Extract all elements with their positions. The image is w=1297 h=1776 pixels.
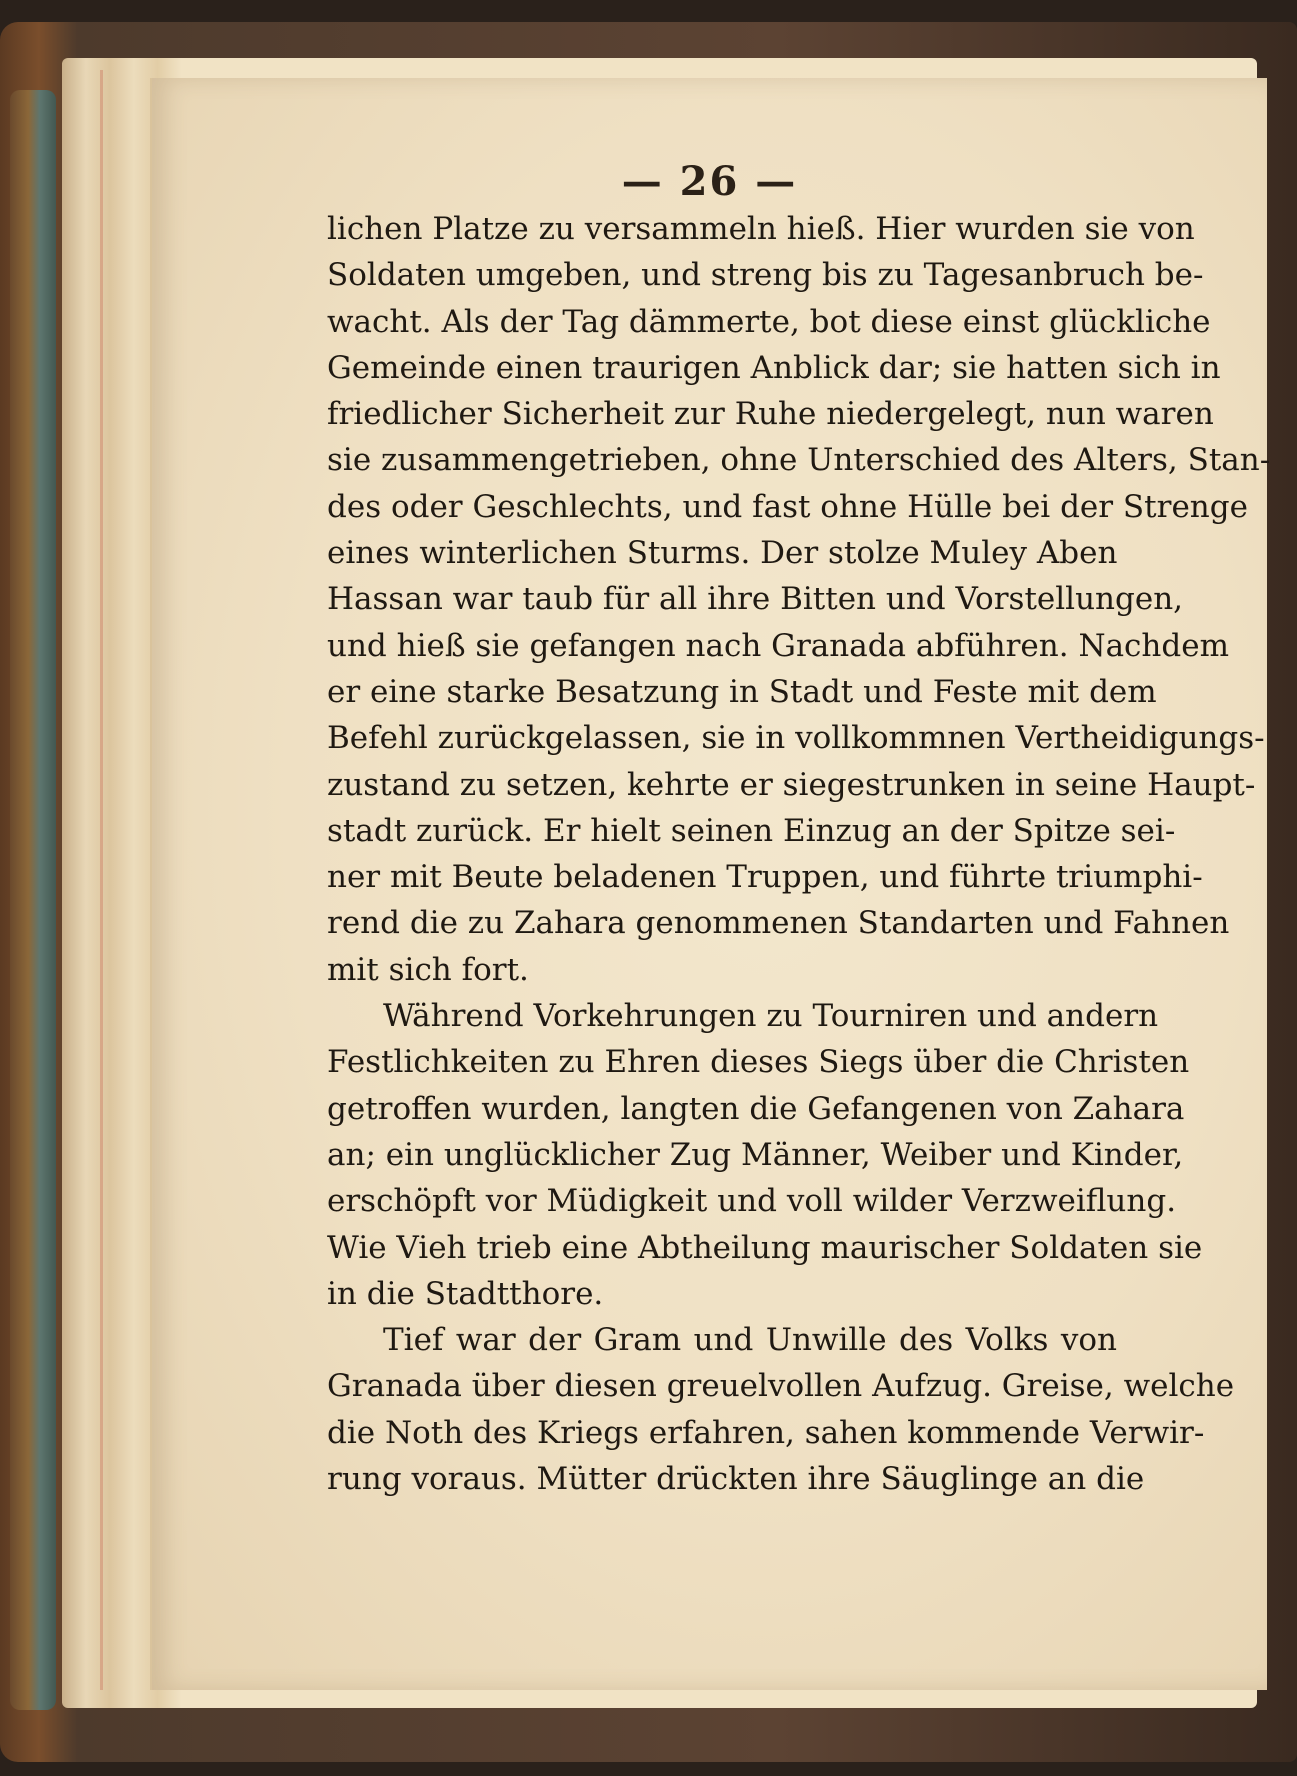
text-line: rend die zu Zahara genommenen Standarten und Fahnen (327, 905, 1230, 942)
text-line: lichen Platze zu versammeln hieß. Hier wurden sie von (327, 211, 1195, 247)
text-line: Wie Vieh trieb eine Abtheilung maurischer Soldaten sie (327, 1229, 1203, 1266)
text-line: in die Stadtthore. (327, 1275, 604, 1312)
text-line: des oder Geschlechts, und fast ohne Hülle bei der Strenge (327, 488, 1248, 525)
text-line: Gemeinde einen traurigen Anblick dar; sie hatten sich in (327, 349, 1221, 386)
text-line: Während Vorkehrungen zu Tourniren und andern (383, 998, 1159, 1035)
text-line: zustand zu setzen, kehrte er siegestrunken in seine Haupt- (327, 766, 1256, 803)
text-line: Soldaten umgeben, und streng bis zu Tagesanbruch be- (327, 257, 1204, 294)
text-line: sie zusammengetrieben, ohne Unterschied des Alters, Stan- (327, 442, 1271, 479)
text-line: an; ein unglücklicher Zug Männer, Weiber und Kinder, (327, 1136, 1184, 1173)
text-line: rung voraus. Mütter drückten ihre Säuglinge an die (327, 1461, 1145, 1498)
text-line: Granada über diesen greuelvollen Aufzug. Greise, welche (327, 1368, 1235, 1405)
text-line: und hieß sie gefangen nach Granada abführen. Nachdem (327, 627, 1229, 664)
book-page (150, 78, 1271, 1690)
text-line: Tief war der Gram und Unwille des Volks von (383, 1322, 1117, 1359)
text-line: ner mit Beute beladenen Truppen, und führte triumphi- (327, 859, 1203, 896)
text-line: wacht. Als der Tag dämmerte, bot diese einst glückliche (327, 303, 1211, 340)
text-line: die Noth des Kriegs erfahren, sahen kommende Verwir- (327, 1414, 1205, 1451)
body-text (327, 206, 1271, 1502)
text-line: Hassan war taub für all ihre Bitten und Vorstellungen, (327, 581, 1184, 618)
cover-spine-edge (10, 90, 56, 1710)
text-line: friedlicher Sicherheit zur Ruhe niedergelegt, nun waren (327, 396, 1214, 433)
text-line: er eine starke Besatzung in Stadt und Feste mit dem (327, 673, 1157, 710)
page-number: — 26 — (621, 158, 798, 205)
text-line: stadt zurück. Er hielt seinen Einzug an der Spitze sei- (327, 812, 1176, 849)
text-line: Festlichkeiten zu Ehren dieses Siegs über die Christen (327, 1044, 1190, 1081)
text-line: mit sich fort. (327, 951, 529, 988)
text-line: eines winterlichen Sturms. Der stolze Muley Aben (327, 535, 1118, 572)
text-line: erschöpft vor Müdigkeit und voll wilder Verzweiflung. (327, 1183, 1177, 1220)
text-line: Befehl zurückgelassen, sie in vollkommnen Vertheidigungs- (327, 720, 1265, 757)
text-line: getroffen wurden, langten die Gefangenen von Zahara (327, 1090, 1185, 1127)
page-edge-red-line (100, 70, 103, 1690)
